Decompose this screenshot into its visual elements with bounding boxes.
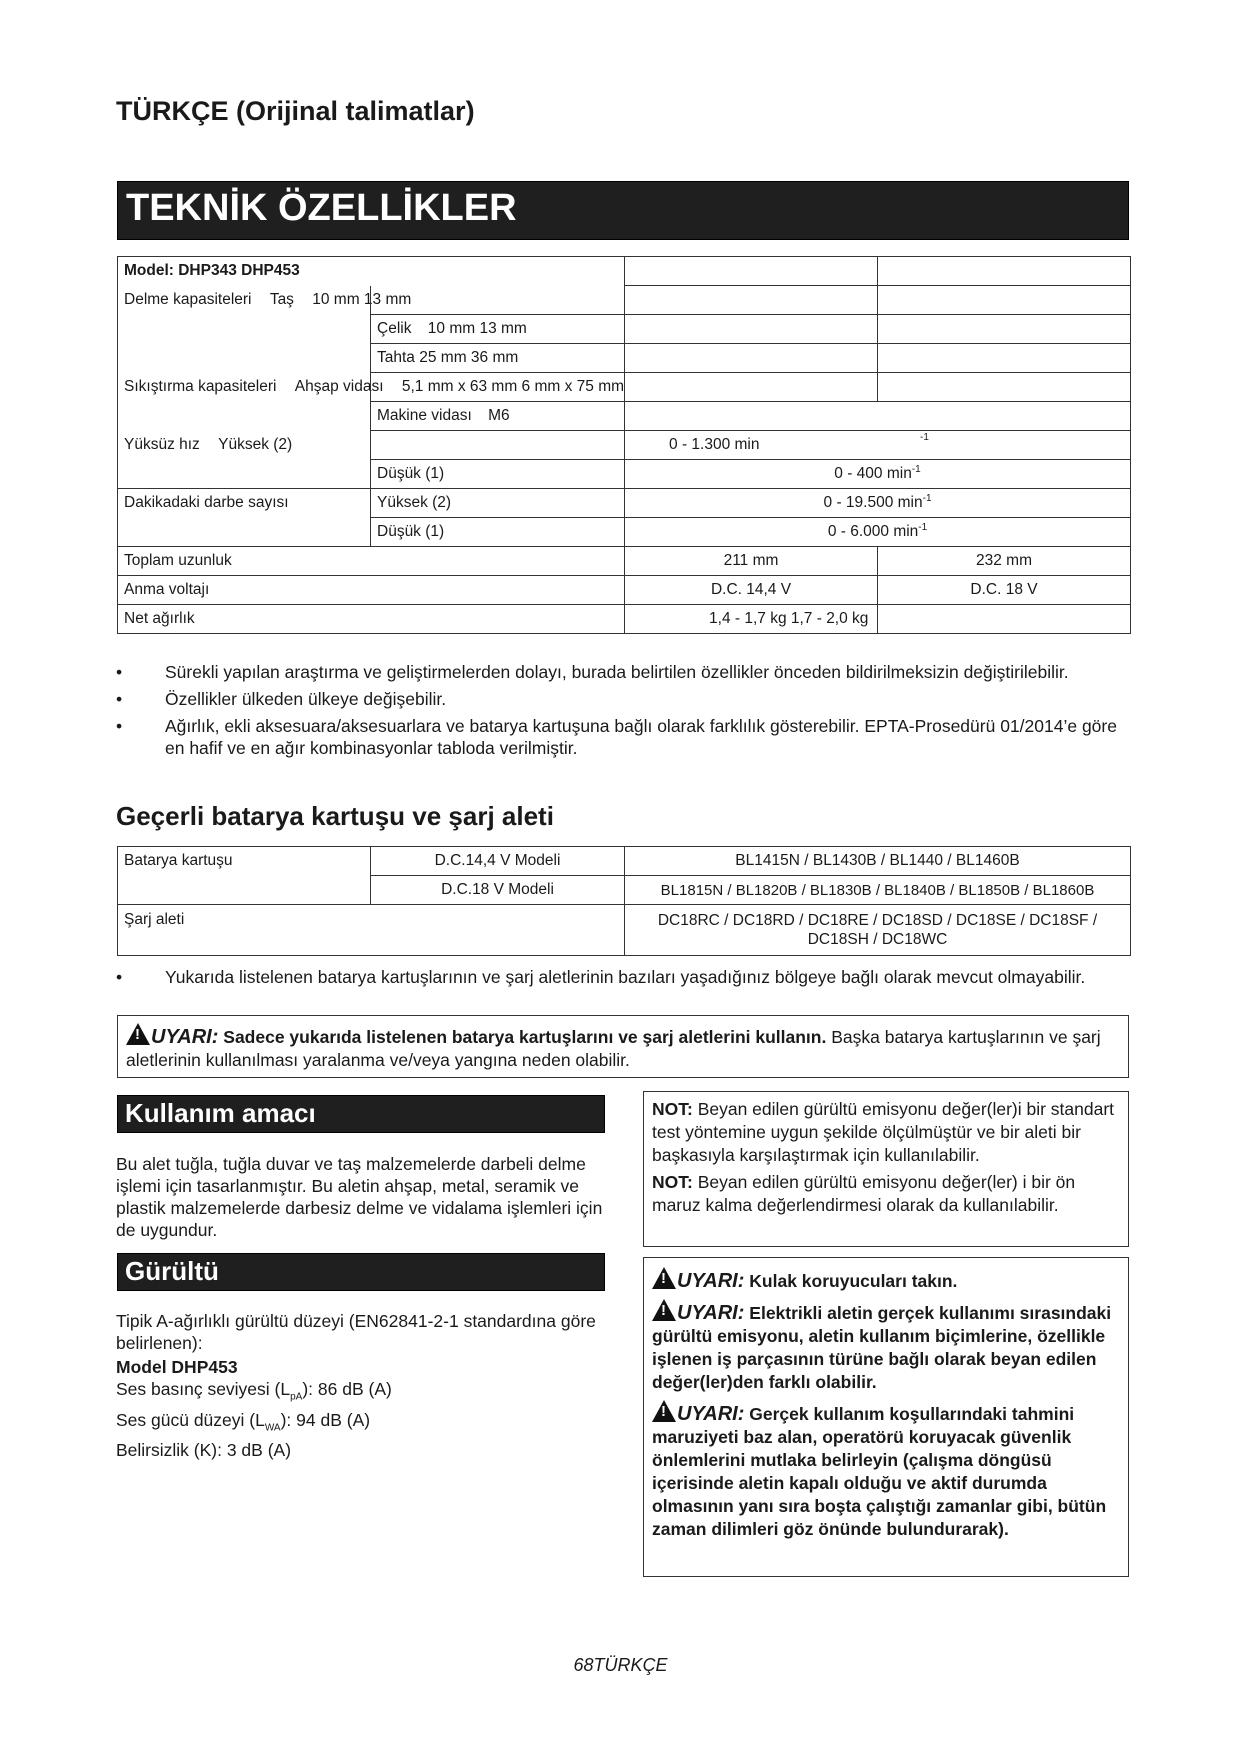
spec-note-item: • Özellikler ülkeden ülkeye değişebilir. (116, 688, 1126, 710)
length-dhp343: 211 mm (625, 547, 878, 576)
weight-value: 1,4 - 1,7 kg 1,7 - 2,0 kg (709, 610, 869, 627)
col-divider (370, 286, 371, 315)
noise-warning-2 (652, 1299, 1120, 1394)
blows-high-value: 0 - 19.500 min (823, 494, 923, 512)
note-text: Beyan edilen gürültü emisyonu değer(ler)i bir standart test yöntemine uygun şekilde ölçülmüştür ve bir aleti bir başkasıyla karşılaştırmak için kullanılabilir. (652, 1099, 1115, 1165)
noise-warning-1 (652, 1267, 1120, 1293)
noload-high-exponent: -1 (920, 432, 929, 443)
col-divider (624, 373, 625, 401)
masonry-label: Taş (269, 290, 294, 308)
spec-note-item: • Ağırlık, ekli aksesuara/aksesuarlara ve batarya kartuşuna bağlı olarak farklılık gösterebilir. EPTA-Prosedürü 01/2014’e göre en hafif ve en ağır kombinasyonlar tabloda verilmiştir. (116, 715, 1126, 759)
empty-cell (118, 402, 371, 431)
length-dhp453: 232 mm (878, 547, 1131, 576)
battery-note-list (116, 966, 1126, 993)
charger-list: DC18RC / DC18RD / DC18RE / DC18SD / DC18SE / DC18SF / DC18SH / DC18WC (625, 905, 1131, 956)
wood-screw-value: 5,1 mm x 63 mm 6 mm x 75 mm (401, 378, 625, 395)
empty-cell (118, 344, 371, 373)
note-text: Beyan edilen gürültü emisyonu değer(ler) i bir ön maruz kalma değerlendirmesi olarak da kullanılabilir. (652, 1172, 1076, 1215)
section-banner-specifications: TEKNİK ÖZELLİKLER (117, 181, 1129, 240)
machine-screw-cell (371, 402, 625, 431)
blows-high-cell (625, 489, 1131, 518)
wood-value: 25 mm 36 mm (419, 349, 519, 366)
length-label: Toplam uzunluk (118, 547, 625, 576)
voltage-dhp453: D.C. 18 V (878, 576, 1131, 605)
warning-text: Kulak koruyucuları takın. (749, 1271, 958, 1291)
notes-box (643, 1091, 1129, 1247)
col-divider (370, 373, 371, 401)
wood-label: Tahta (377, 349, 415, 366)
empty-cell (118, 460, 371, 489)
machine-screw-value: M6 (488, 407, 510, 424)
drill-capacity-row (118, 286, 625, 315)
noise-lpa-sub: pA (290, 1391, 303, 1403)
wood-cell (371, 344, 625, 373)
noise-lwa (116, 1409, 606, 1440)
empty-cell (878, 257, 1131, 286)
high-label: Yüksek (2) (371, 489, 625, 518)
warning-bold-text: Sadece yukarıda listelenen batarya kartuşlarını ve şarj aletlerini kullanın. (223, 1027, 827, 1047)
model-label: Model: DHP343 DHP453 (118, 257, 625, 286)
battery-list-18: BL1815N / BL1820B / BL1830B / BL1840B / BL1850B / BL1860B (625, 876, 1131, 905)
note-1 (652, 1098, 1120, 1167)
section-banner-noise: Gürültü (117, 1253, 605, 1291)
col-divider (877, 605, 878, 633)
empty-cell (625, 286, 878, 315)
noload-low-cell (625, 460, 1131, 489)
usage-text: Bu alet tuğla, tuğla duvar ve taş malzemelerde darbeli delme işlemi için tasarlanmıştır. Bu aletin ahşap, metal, seramik ve plastik malzemelerde darbesiz delme ve vidalama işlemleri için de uygundur. (116, 1154, 603, 1240)
blows-low-value: 0 - 6.000 min (827, 523, 919, 541)
noise-warning-3 (652, 1400, 1120, 1541)
noise-lwa-prefix: Ses gücü düzeyi (L (116, 1409, 265, 1430)
warning-label: UYARI: (151, 1026, 219, 1048)
note-2 (652, 1171, 1120, 1217)
empty-cell (118, 518, 371, 547)
warning-label: UYARI: (677, 1270, 745, 1292)
masonry-value: 10 mm 13 mm (312, 290, 412, 308)
battery-warning-box (117, 1015, 1129, 1078)
steel-label: Çelik (377, 320, 412, 337)
steel-value: 10 mm 13 mm (427, 320, 527, 337)
drill-capacity-label: Delme kapasiteleri (124, 290, 252, 308)
noise-model: Model DHP453 (116, 1357, 238, 1377)
warning-label: UYARI: (677, 1403, 745, 1425)
battery-note-item: • Yukarıda listelenen batarya kartuşlarının ve şarj aletlerinin bazıları yaşadığınız bölgeye bağlı olarak mevcut olmayabilir. (116, 966, 1126, 988)
empty-cell (878, 315, 1131, 344)
warning-text: Gerçek kullanım koşullarındaki tahmini maruziyeti baz alan, operatörü koruyacak güvenlik önlemlerini mutlaka belirleyin (çalışma döngüsü içerisinde aletin kapalı olduğu ve aktif durumda olmasının yanı sıra boşta çalıştığı zamanlar gibi, bütün zaman dilimleri göz önünde bulundurarak). (652, 1404, 1107, 1539)
specifications-table (117, 256, 1131, 634)
empty-cell (625, 344, 878, 373)
model-144-label: D.C.14,4 V Modeli (371, 847, 625, 876)
warning-text: Elektrikli aletin gerçek kullanımı sırasındaki gürültü emisyonu, aletin kullanım biçimlerine, özellikle işlenen iş parçasının türüne bağlı olarak beyan edilen değer(ler)den farklı olabilir. (652, 1303, 1112, 1392)
warning-icon (126, 1023, 150, 1045)
warning-icon (652, 1299, 676, 1321)
noise-lwa-sub: WA (264, 1422, 281, 1433)
empty-cell (118, 876, 371, 905)
empty-cell (625, 315, 878, 344)
high-label: Yüksek (2) (218, 436, 293, 453)
exponent: -1 (922, 493, 932, 505)
spec-note-item: • Sürekli yapılan araştırma ve geliştirmelerden dolayı, burada belirtilen özellikler önceden bildirilmeksizin değiştirilebilir. (116, 661, 1126, 683)
empty-cell (878, 344, 1131, 373)
steel-cell (371, 315, 625, 344)
wood-screw-label: Ahşap vidası (294, 378, 384, 395)
fastening-capacity-row (118, 373, 878, 402)
noise-warnings-box (643, 1257, 1129, 1577)
section-banner-usage: Kullanım amacı (117, 1095, 605, 1133)
warning-icon (652, 1267, 676, 1289)
noload-high-cell (625, 431, 1131, 460)
noise-lpa-prefix: Ses basınç seviyesi (L (116, 1379, 291, 1399)
noise-block (116, 1310, 606, 1461)
low-label: Düşük (1) (371, 460, 625, 489)
noise-lwa-value: ): 94 dB (A) (280, 1409, 371, 1430)
machine-screw-label: Makine vidası (377, 407, 472, 424)
warning-text: Başka batarya kartuşlarının ve şarj aletlerinin kullanılması yaralanma ve/veya yangına neden olabilir. (126, 1027, 1101, 1070)
note-label: NOT: (652, 1172, 693, 1192)
noload-high-value: 0 - 1.300 min (669, 436, 760, 453)
voltage-label: Anma voltajı (118, 576, 625, 605)
noise-lpa (116, 1378, 606, 1409)
blows-low-cell (625, 518, 1131, 547)
noise-uncertainty: Belirsizlik (K): 3 dB (A) (116, 1440, 292, 1460)
model-18-label: D.C.18 V Modeli (371, 876, 625, 905)
noload-speed-label: Yüksüz hız (124, 436, 200, 453)
battery-list-144: BL1415N / BL1430B / BL1440 / BL1460B (625, 847, 1131, 876)
noise-intro: Tipik A-ağırlıklı gürültü düzeyi (EN62841-2-1 standardına göre belirlenen): (116, 1311, 596, 1353)
warning-icon (652, 1400, 676, 1422)
empty-cell (878, 373, 1131, 402)
warning-label: UYARI: (677, 1302, 745, 1324)
voltage-dhp343: D.C. 14,4 V (625, 576, 878, 605)
exponent: -1 (911, 464, 921, 476)
weight-cell (625, 605, 1131, 634)
weight-label: Net ağırlık (118, 605, 625, 634)
battery-label: Batarya kartuşu (118, 847, 371, 876)
language-title: TÜRKÇE (Orijinal talimatlar) (116, 96, 475, 126)
empty-cell (625, 402, 1131, 431)
page-footer: 68TÜRKÇE (573, 1655, 668, 1675)
blows-label: Dakikadaki darbe sayısı (118, 489, 371, 518)
low-label: Düşük (1) (371, 518, 625, 547)
empty-cell (625, 257, 878, 286)
empty-cell (878, 286, 1131, 315)
battery-table (117, 846, 1131, 956)
empty-cell (118, 315, 371, 344)
spec-notes-list (116, 661, 1126, 764)
battery-section-title: Geçerli batarya kartuşu ve şarj aleti (116, 801, 554, 831)
noload-low-value: 0 - 400 min (834, 465, 912, 483)
note-label: NOT: (652, 1099, 693, 1119)
empty-cell (371, 431, 625, 460)
noload-speed-cell (118, 431, 371, 460)
noise-lpa-value: ): 86 dB (A) (302, 1379, 392, 1399)
charger-label: Şarj aleti (118, 905, 625, 956)
exponent: -1 (918, 522, 928, 534)
fastening-capacity-label: Sıkıştırma kapasiteleri (124, 378, 277, 395)
